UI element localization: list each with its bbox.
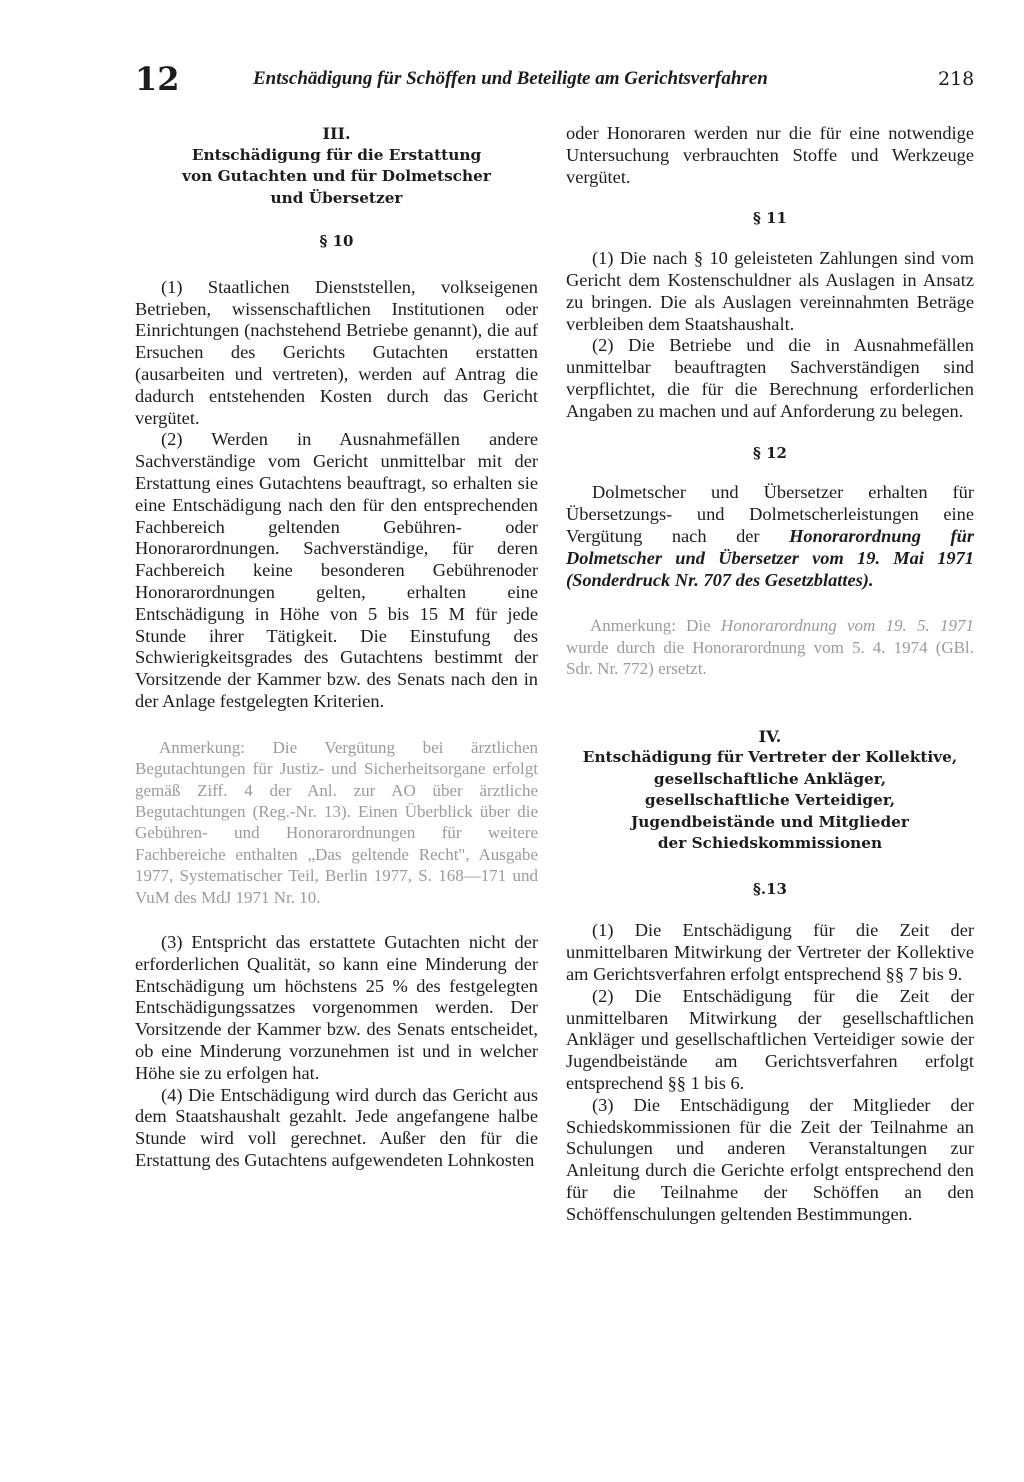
section-title-line: Entschädigung für Vertreter der Kollektive, bbox=[582, 748, 958, 767]
section-title-line: gesellschaftliche Ankläger, bbox=[653, 769, 887, 788]
paragraph-heading-12: § 12 bbox=[753, 443, 787, 462]
s10-paragraph-3: (3) Entspricht das erstattete Gutachten nicht der erforderlichen Qualität, so kann eine Minderung der Entschädigung um höchstens 25 % des festgelegten Entschädigungssatzes vorgenommen werden. Der Vorsitzende der Kammer bzw. des Senats entscheidet, ob eine Minderung vorzunehmen ist und in welcher Höhe sie zu erfolgen hat. bbox=[135, 931, 538, 1083]
section-title-line: der Schiedskommissionen bbox=[657, 834, 883, 853]
section-title-line: und Übersetzer bbox=[270, 188, 403, 207]
s12-paragraph-1 bbox=[566, 482, 974, 591]
page-number: 218 bbox=[938, 68, 975, 90]
s12-text: Dolmetscher und Übersetzer erhalten für Übersetzungs- und Dolmetscherleistungen eine Vergütung nach der bbox=[566, 482, 974, 546]
s12-note-italic: Honorarordnung vom 19. 5. 1971 bbox=[720, 616, 974, 636]
section-title-line: gesellschaftliche Verteidiger, bbox=[644, 791, 896, 810]
s13-paragraph-2: (2) Die Entschädigung für die Zeit der unmittelbaren Mitwirkung der gesellschaftlichen Ankläger und gesellschaftlichen Verteidiger sowie der Jugendbeistände am Gerichtsverfahren erfolgt entsprechend §§ 1 bis 6. bbox=[566, 985, 974, 1093]
s10-continuation: oder Honoraren werden nur die für eine notwendige Untersuchung verbrauchten Stoffe und Werkzeuge vergütet. bbox=[566, 123, 974, 187]
s12-annotation bbox=[566, 615, 974, 679]
section-title-III bbox=[135, 145, 538, 210]
paragraph-heading-13: §.13 bbox=[753, 879, 787, 898]
section-title-line: Jugendbeistände und Mitglieder bbox=[631, 812, 909, 831]
s11-paragraph-2: (2) Die Betriebe und die in Ausnahmefällen unmittelbar beauftragten Sachverständigen sind verpflichtet, die für die Berechnung erforderlichen Angaben zu machen und auf Anforderung zu belegen. bbox=[566, 335, 974, 421]
chapter-number: 12 bbox=[135, 60, 180, 98]
s12-note-text: Anmerkung: Die bbox=[590, 616, 721, 636]
right-column bbox=[566, 123, 974, 1226]
running-header bbox=[0, 56, 1024, 106]
section-roman-III: III. bbox=[322, 124, 351, 143]
paragraph-heading-11: § 11 bbox=[753, 209, 787, 228]
s11-paragraph-1: (1) Die nach § 10 geleisteten Zahlungen sind vom Gericht dem Kostenschuldner als Auslagen in Ansatz zu bringen. Die als Auslagen vereinnahmten Beträge verbleiben dem Staatshaushalt. bbox=[566, 248, 974, 334]
s10-paragraph-1: (1) Staatlichen Dienststellen, volkseigenen Betrieben, wissenschaftlichen Institutionen oder Einrichtungen (nachstehend Betriebe genannt), die auf Ersuchen des Gerichts Gutachten erstatten (ausarbeiten und vertreten), werden auf Antrag die dadurch entstehenden Kosten durch das Gericht vergütet. bbox=[135, 276, 538, 428]
section-roman-IV: IV. bbox=[758, 726, 782, 746]
s10-paragraph-2: (2) Werden in Ausnahmefällen andere Sachverständige vom Gericht unmittelbar mit der Erstattung eines Gutachtens beauftragt, so erhalten sie eine Entschädigung nach den für den entsprechenden Fachbereich geltenden Gebühren- oder Honorarordnungen. Sachverständige, für deren Fachbereich keine besonderen Gebührenoder Honorarordnungen gelten, erhalten eine Entschädigung in Höhe von 5 bis 15 M für jede Stunde ihrer Tätigkeit. Die Einstufung des Schwierigkeitsgrades des Gutachtens bestimmt der Vorsitzende der Kammer bzw. des Senats nach den in der Anlage festgelegten Kriterien. bbox=[135, 429, 538, 711]
running-title: Entschädigung für Schöffen und Beteiligte am Gerichtsverfahren bbox=[253, 68, 768, 89]
s12-ordinance-reference: Honorarordnung für Dolmetscher und Übersetzer vom 19. Mai 1971 (Sonderdruck Nr. 707 des Gesetzblattes). bbox=[566, 525, 974, 590]
section-title-line: Entschädigung für die Erstattung bbox=[191, 145, 482, 164]
s13-paragraph-3: (3) Die Entschädigung der Mitglieder der Schiedskommissionen für die Zeit der Teilnahme an Schulungen und anderen Veranstaltungen zur Anleitung durch die Gerichte erfolgt entsprechend den für die Teilnahme der Schöffen an den Schöffenschulungen geltenden Bestimmungen. bbox=[566, 1094, 974, 1224]
paragraph-heading-10: § 10 bbox=[319, 232, 354, 250]
s13-paragraph-1: (1) Die Entschädigung für die Zeit der unmittelbaren Mitwirkung der Vertreter der Kollektive am Gerichtsverfahren erfolgt entsprechend §§ 7 bis 9. bbox=[566, 920, 974, 984]
s10-annotation: Anmerkung: Die Vergütung bei ärztlichen Begutachtungen für Justiz- und Sicherheitsorgane erfolgt gemäß Ziff. 4 der Anl. zur AO über ärztliche Begutachtungen (Reg.-Nr. 13). Einen Überblick über die Gebühren- und Honorarordnungen für weitere Fachbereiche enthalten „Das geltende Recht", Ausgabe 1977, Systematischer Teil, Berlin 1977, S. 168—171 und VuM des MdJ 1971 Nr. 10. bbox=[135, 737, 538, 907]
s10-paragraph-4: (4) Die Entschädigung wird durch das Gericht aus dem Staatshaushalt gezahlt. Jede angefangene halbe Stunde wird voll gerechnet. Außer den für die Erstattung des Gutachtens aufgewendeten Lohnkosten bbox=[135, 1084, 538, 1170]
s12-note-text-end: wurde durch die Honorarordnung vom 5. 4. 1974 (GBl. Sdr. Nr. 772) ersetzt. bbox=[566, 637, 974, 679]
section-title-IV bbox=[566, 747, 974, 855]
left-column bbox=[135, 123, 538, 1172]
section-title-line: von Gutachten und für Dolmetscher bbox=[182, 167, 491, 185]
